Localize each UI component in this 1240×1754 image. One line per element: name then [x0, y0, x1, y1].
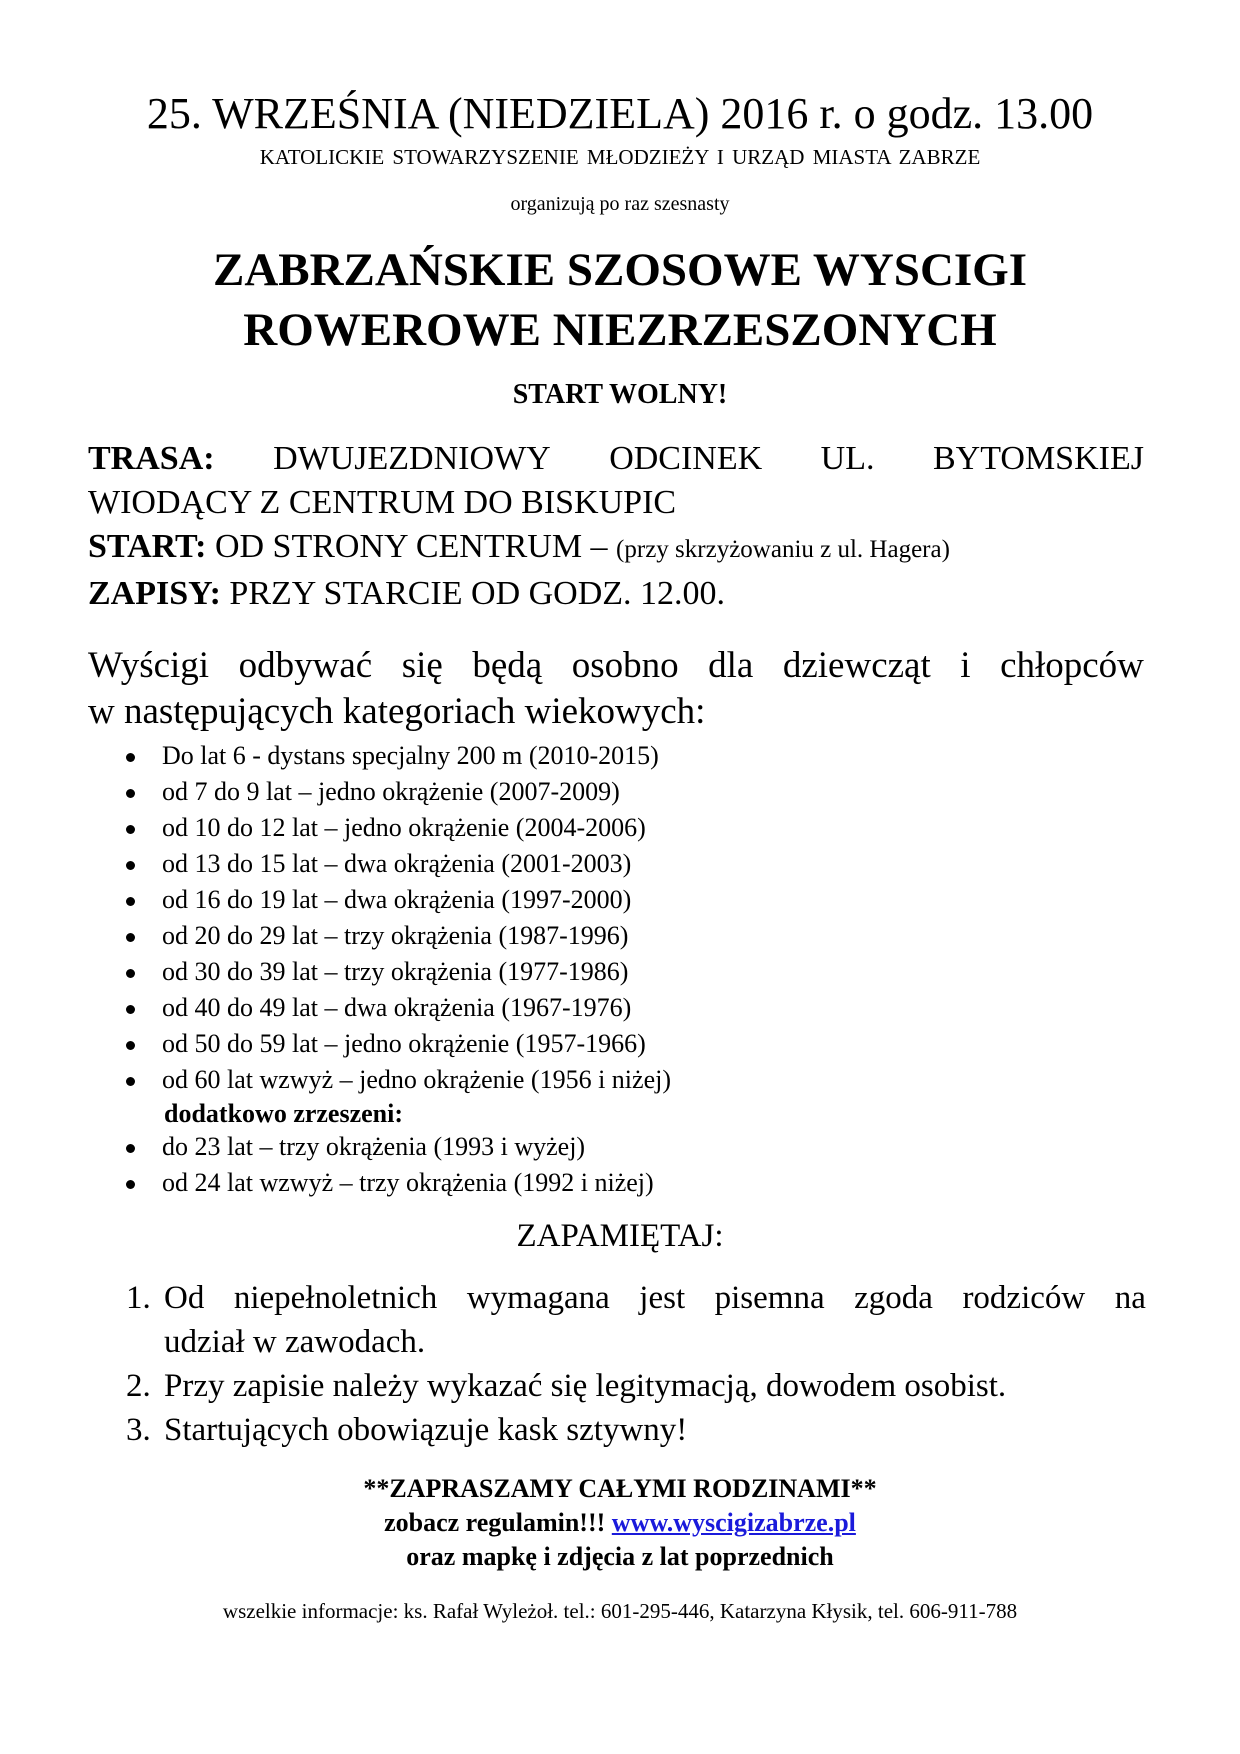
free-start-notice: START WOLNY! [512, 379, 728, 410]
list-item [126, 1276, 1146, 1364]
bullet-icon [126, 825, 135, 834]
route-info [88, 437, 1144, 616]
map-photos-line: oraz mapkę i zdjęcia z lat poprzednich [406, 1542, 834, 1571]
bullet-icon [126, 753, 135, 762]
intro-word: i [960, 645, 971, 686]
route-label: TRASA: [88, 440, 215, 477]
start-label: START: [88, 528, 207, 565]
route-line [88, 437, 1144, 481]
rule-number: 3. [126, 1412, 151, 1448]
bullet-icon [126, 1077, 135, 1086]
list-item: od 30 do 39 lat – trzy okrążenia (1977-1986) [120, 954, 671, 990]
rule-line: udział w zawodach. [164, 1324, 426, 1360]
intro-word: się [401, 645, 443, 686]
intro-word: osobno [571, 645, 679, 686]
event-title-line2: ROWEROWE NIEZRZESZONYCH [243, 304, 997, 356]
list-item: od 7 do 9 lat – jedno okrążenie (2007-2009) [120, 774, 671, 810]
bullet-icon [126, 1180, 135, 1189]
bullet-icon [126, 861, 135, 870]
list-item [126, 1364, 1146, 1408]
route-word: DWUJEZDNIOWY [273, 440, 551, 477]
bullet-icon [126, 1144, 135, 1153]
list-item: do 23 lat – trzy okrążenia (1993 i wyżej) [120, 1129, 671, 1165]
registration-text: PRZY STARCIE OD GODZ. 12.00. [229, 575, 726, 612]
event-date: 25. WRZEŚNIA (NIEDZIELA) 2016 r. o godz. 13.00 [146, 89, 1094, 138]
rule-line: Od niepełnoletnich wymagana jest pisemna zgoda rodziców na [164, 1280, 1146, 1316]
event-title-line1: ZABRZAŃSKIE SZOSOWE WYSCIGI [212, 244, 1028, 296]
registration-line [88, 572, 1144, 616]
contact-info: wszelkie informacje: ks. Rafał Wyleżoł. tel.: 601-295-446, Katarzyna Kłysik, tel. 606-911-788 [222, 1599, 1018, 1623]
intro-word: dziewcząt [782, 645, 931, 686]
bullet-icon [126, 969, 135, 978]
registration-label: ZAPISY: [88, 575, 221, 612]
invitation-block [0, 1472, 1240, 1574]
rule-number: 2. [126, 1368, 151, 1404]
list-item [126, 1408, 1146, 1452]
intro-word: chłopców [1000, 645, 1144, 686]
list-item: od 13 do 15 lat – dwa okrążenia (2001-2003) [120, 846, 671, 882]
intro-line-2: w następujących kategoriach wiekowych: [88, 691, 706, 732]
intro-word: dla [708, 645, 754, 686]
list-item: od 50 do 59 lat – jedno okrążenie (1957-1966) [120, 1026, 671, 1062]
list-item: od 20 do 29 lat – trzy okrążenia (1987-1996) [120, 918, 671, 954]
rule-text: Przy zapisie należy wykazać się legitymacją, dowodem osobist. [164, 1368, 1007, 1404]
intro-line-1 [88, 643, 1144, 689]
intro-word: będą [472, 645, 543, 686]
bullet-icon [126, 1041, 135, 1050]
age-categories-list [120, 738, 671, 1201]
extra-categories-heading: dodatkowo zrzeszeni: [164, 1099, 404, 1128]
invitation-line: **ZAPRASZAMY CAŁYMI RODZINAMI** [363, 1474, 877, 1503]
list-item: Do lat 6 - dystans specjalny 200 m (2010-2015) [120, 738, 671, 774]
list-item: od 60 lat wzwyż – jedno okrążenie (1956 i niżej) [120, 1062, 671, 1098]
intro-word: Wyścigi [88, 645, 210, 686]
start-note: (przy skrzyżowaniu z ul. Hagera) [616, 536, 950, 563]
categories-intro [88, 643, 1144, 735]
route-line-2: WIODĄCY Z CENTRUM DO BISKUPIC [88, 484, 677, 521]
bullet-icon [126, 1005, 135, 1014]
list-item: od 16 do 19 lat – dwa okrążenia (1997-2000) [120, 882, 671, 918]
bullet-icon [126, 933, 135, 942]
list-item: od 40 do 49 lat – dwa okrążenia (1967-1976) [120, 990, 671, 1026]
bullet-icon [126, 789, 135, 798]
website-link[interactable]: www.wyscigizabrze.pl [611, 1508, 856, 1537]
list-item: od 10 do 12 lat – jedno okrążenie (2004-2006) [120, 810, 671, 846]
rule-text: Startujących obowiązuje kask sztywny! [164, 1412, 688, 1448]
organizers-line: KATOLICKIE STOWARZYSZENIE MŁODZIEŻY I URZĄD MIASTA ZABRZE [259, 145, 981, 169]
rules-list [126, 1276, 1146, 1452]
bullet-icon [126, 897, 135, 906]
edition-subtitle: organizują po raz szesnasty [510, 193, 730, 215]
route-word: BYTOMSKIEJ [933, 440, 1144, 477]
start-line [88, 525, 1144, 572]
route-word: ODCINEK [609, 440, 763, 477]
list-item: od 24 lat wzwyż – trzy okrążenia (1992 i niżej) [120, 1165, 671, 1201]
rule-number: 1. [126, 1280, 151, 1316]
route-word: UL. [820, 440, 875, 477]
intro-word: odbywać [238, 645, 373, 686]
remember-heading: ZAPAMIĘTAJ: [516, 1218, 724, 1254]
regulations-line: zobacz regulamin!!! www.wyscigizabrze.pl [384, 1508, 856, 1537]
start-text: OD STRONY CENTRUM – [214, 528, 617, 565]
